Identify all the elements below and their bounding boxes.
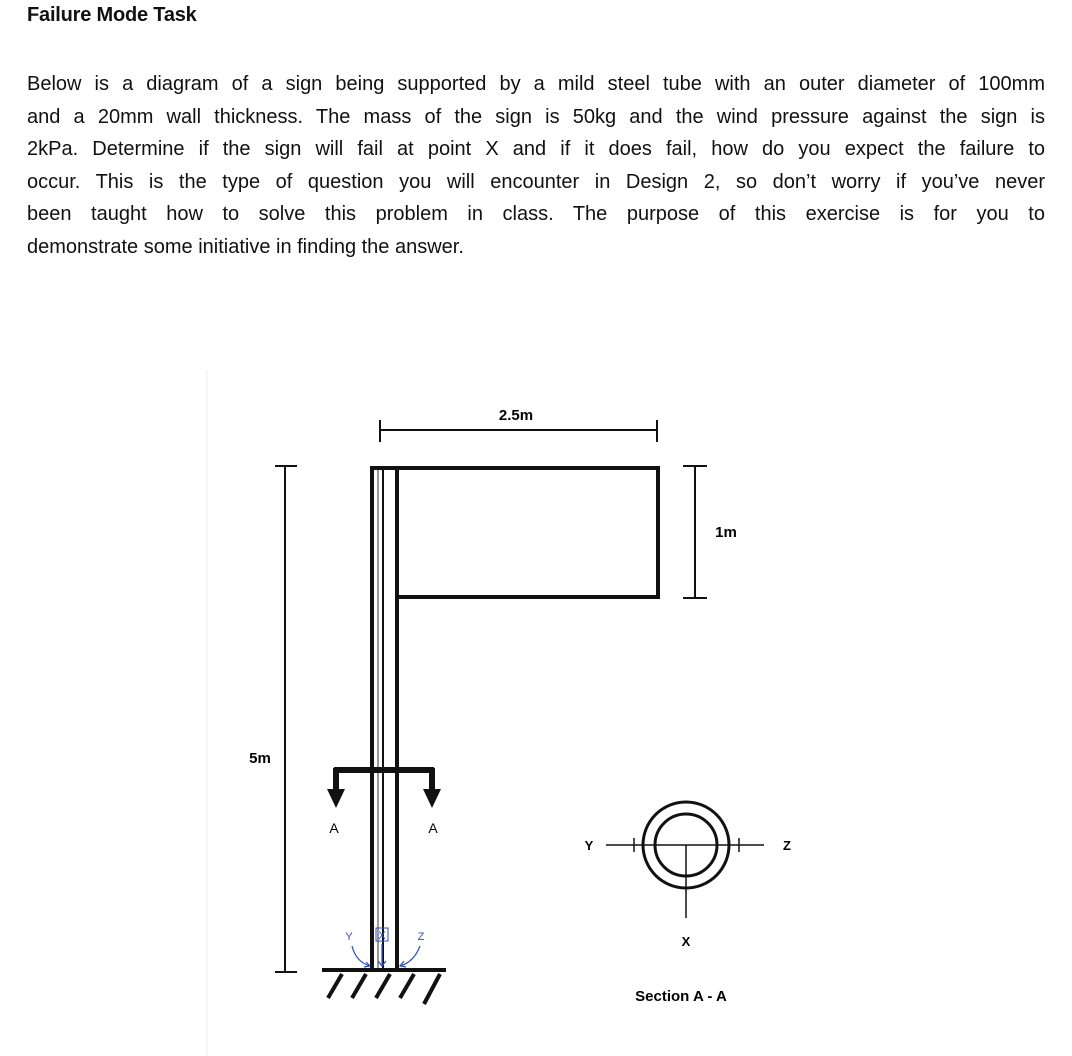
paragraph-line: and a 20mm wall thickness. The mass of the sign is 50kg and the wind pressure against the sign is <box>27 105 1045 128</box>
paragraph-line: Below is a diagram of a sign being supported by a mild steel tube with an outer diameter of 100mm <box>27 73 1045 95</box>
page-title: Failure Mode Task <box>27 4 197 26</box>
figure-background <box>206 370 856 1056</box>
total-height-dimension-label: 5m <box>249 750 271 767</box>
section-arrow-label-right: A <box>428 820 438 836</box>
section-label-y: Y <box>584 838 594 853</box>
section-arrow-label-left: A <box>329 820 339 836</box>
paragraph-line: occur. This is the type of question you will encounter in Design 2, so don’t worry if you’ve never <box>27 170 1045 193</box>
base-label-y: Y <box>345 931 353 943</box>
section-caption: Section A - A <box>635 988 727 1005</box>
section-label-x: X <box>681 934 691 949</box>
paragraph-line: been taught how to solve this problem in class. The purpose of this exercise is for you to <box>27 203 1045 226</box>
paragraph-line: 2kPa. Determine if the sign will fail at point X and if it does fail, how do you expect the failure to <box>27 138 1045 161</box>
base-label-z: Z <box>417 931 425 943</box>
width-dimension-label: 2.5m <box>498 407 534 424</box>
paragraph-line: demonstrate some initiative in finding the answer. <box>27 235 464 258</box>
section-label-z: Z <box>783 838 791 853</box>
sign-height-dimension-label: 1m <box>715 524 737 541</box>
base-label-x: X <box>378 930 386 942</box>
